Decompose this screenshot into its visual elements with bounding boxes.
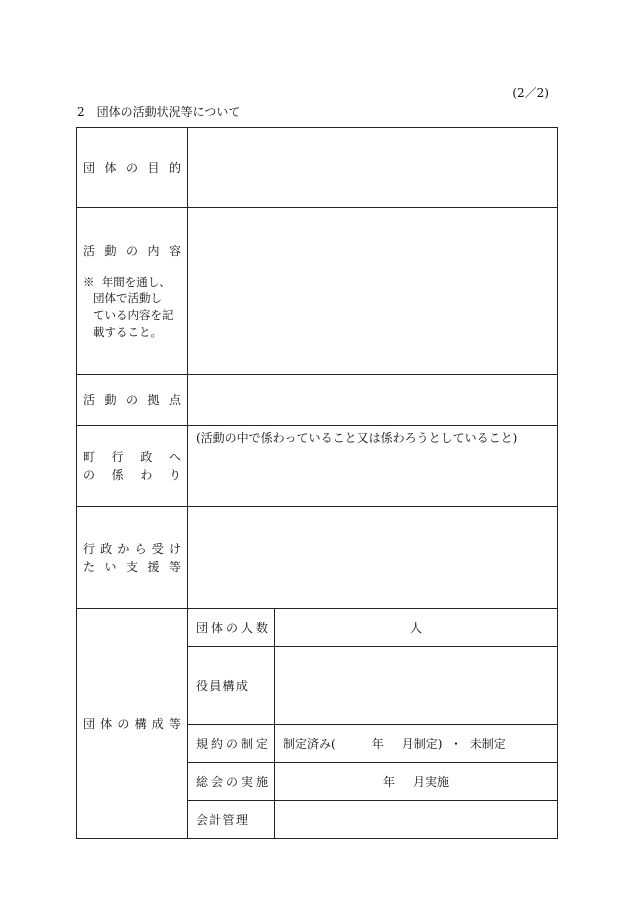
- rules-label: 規約の制定: [196, 736, 268, 751]
- support-input[interactable]: [188, 507, 558, 609]
- section-title: 2 団体の活動状況等について: [77, 105, 241, 119]
- activity-note: [83, 274, 181, 341]
- meeting-label-cell: [188, 763, 275, 801]
- relation-label-line-1: 町行政へ: [83, 450, 181, 464]
- officers-input[interactable]: [275, 647, 558, 725]
- rules-done-option[interactable]: 制定済み(: [283, 736, 336, 751]
- note-line-2: 団体で活動し: [93, 291, 162, 306]
- accounting-input[interactable]: [275, 801, 558, 839]
- meeting-month: 月実施: [413, 774, 450, 789]
- note-line-4: 載すること。: [93, 324, 162, 339]
- meeting-input[interactable]: [275, 763, 558, 801]
- officers-label: 役員構成: [196, 678, 248, 693]
- rules-not-done-option[interactable]: 未制定: [469, 736, 506, 751]
- activity-input[interactable]: [188, 208, 558, 375]
- composition-label: 団体の構成等: [83, 716, 181, 731]
- purpose-input[interactable]: [188, 128, 558, 208]
- base-row: [77, 375, 558, 426]
- members-label: 団体の人数: [196, 620, 268, 635]
- purpose-label: 団体の目的: [83, 160, 181, 175]
- relation-hint: (活動の中で係わっていること又は係わろうとしていること): [196, 431, 518, 445]
- base-input[interactable]: [188, 375, 558, 426]
- rules-input[interactable]: [275, 725, 558, 763]
- relation-row: [77, 426, 558, 507]
- note-line-3: ている内容を記: [93, 308, 174, 322]
- members-unit: 人: [409, 620, 422, 635]
- purpose-label-cell: [77, 128, 188, 208]
- activity-row: [77, 208, 558, 375]
- relation-input[interactable]: [188, 426, 558, 507]
- support-label-cell: [77, 507, 188, 609]
- meeting-label: 総会の実施: [196, 774, 268, 789]
- activity-label: 活動の内容: [83, 243, 181, 258]
- rules-bullet: ・: [450, 736, 463, 751]
- activity-label-cell: [77, 208, 188, 375]
- rules-label-cell: [188, 725, 275, 763]
- base-label-cell: [77, 375, 188, 426]
- accounting-label: 会計管理: [196, 812, 248, 827]
- purpose-row: [77, 128, 558, 208]
- note-mark: ※: [83, 274, 95, 289]
- note-line-1: 年間を通し、: [101, 274, 171, 289]
- members-label-cell: [188, 609, 275, 647]
- relation-label-line-2: の係わり: [83, 468, 181, 482]
- officers-label-cell: [188, 647, 275, 725]
- accounting-label-cell: [188, 801, 275, 839]
- support-row: [77, 507, 558, 609]
- rules-month: 月制定): [401, 736, 443, 751]
- members-input[interactable]: [275, 609, 558, 647]
- composition-label-cell: [77, 609, 188, 839]
- rules-year: 年: [371, 736, 384, 751]
- support-label-line-1: 行政から受け: [83, 541, 181, 556]
- members-row: [77, 609, 558, 647]
- activity-form-table: [76, 127, 558, 839]
- meeting-year: 年: [382, 774, 395, 789]
- base-label: 活動の拠点: [83, 393, 181, 407]
- page-number: (2／2): [512, 86, 549, 100]
- support-label-line-2: たい支援等: [83, 559, 181, 574]
- relation-label-cell: [77, 426, 188, 507]
